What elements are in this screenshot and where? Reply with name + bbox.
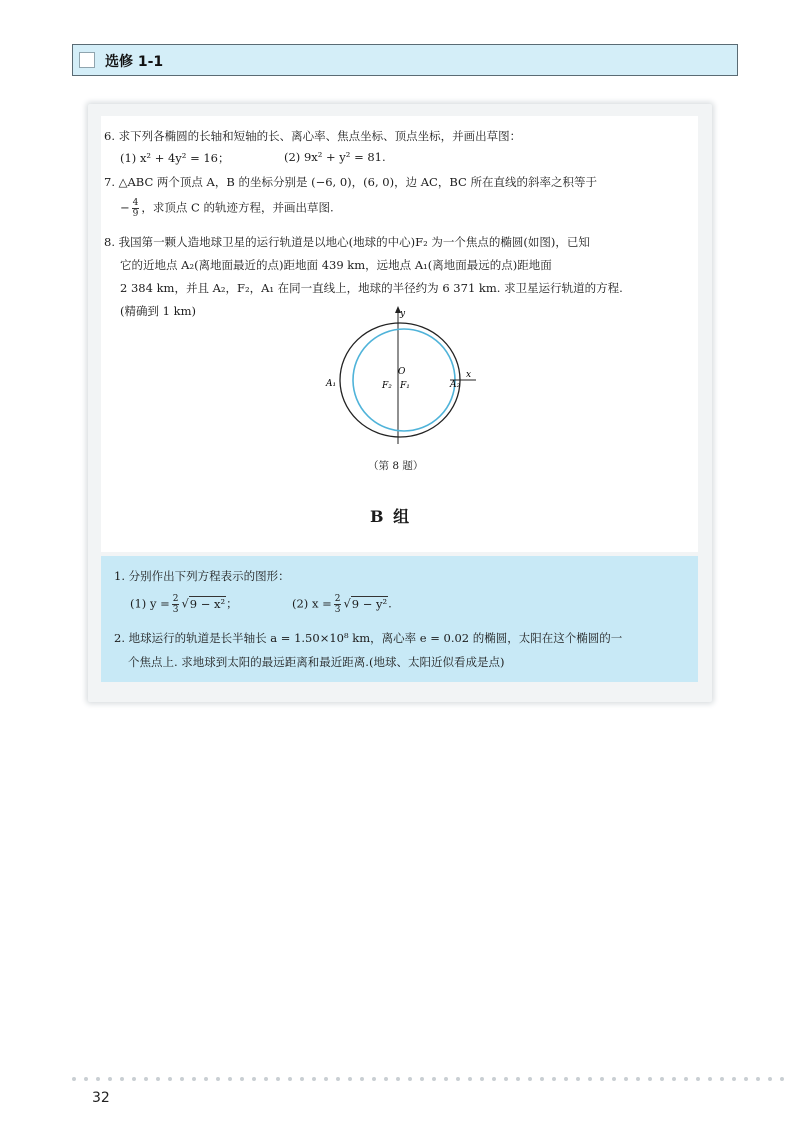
footer-dot: [516, 1077, 520, 1081]
group-b-p1-sub1-prefix: (1) y =: [130, 596, 170, 611]
footer-dot: [588, 1077, 592, 1081]
group-b-p1-sub1-frac-den: 3: [172, 605, 179, 615]
footer-dot: [180, 1077, 184, 1081]
footer-dotted-rule: [72, 1077, 800, 1083]
problem-7-minus: −: [120, 200, 130, 215]
group-b-p1-sub2-suffix: .: [388, 596, 392, 611]
footer-dot: [432, 1077, 436, 1081]
focus-f2-label: F₂: [382, 381, 392, 391]
footer-dot: [456, 1077, 460, 1081]
group-b-p1-sub1-suffix: ；: [226, 596, 238, 611]
footer-dot: [324, 1077, 328, 1081]
header-title: 选修 1-1: [105, 54, 164, 70]
group-b-p1-sub1: (1) y = $\frac{2}{3}$ √9 − x²；: [130, 594, 238, 615]
footer-dot: [720, 1077, 724, 1081]
footer-dot: [168, 1077, 172, 1081]
footer-dot: [600, 1077, 604, 1081]
group-b-p2-line1: 2. 地球运行的轨道是长半轴长 a = 1.50×10⁸ km，离心率 e = 0.02 的椭圆，太阳在这个椭圆的一: [114, 631, 623, 645]
group-b-p1-sub2-sqrt: 9 − y²: [351, 596, 388, 611]
footer-dot: [336, 1077, 340, 1081]
group-b-p2-line2: 个焦点上. 求地球到太阳的最远距离和最近距离.(地球、太阳近似看成是点): [128, 655, 505, 669]
problem-7-frac-den: 9: [132, 209, 139, 219]
footer-dot: [408, 1077, 412, 1081]
footer-dot: [540, 1077, 544, 1081]
problem-7-line1: 7. △ABC 两个顶点 A，B 的坐标分别是 (−6, 0)，(6, 0)，边 AC，BC 所在直线的斜率之积等于: [104, 175, 597, 189]
footer-dot: [624, 1077, 628, 1081]
footer-dot: [348, 1077, 352, 1081]
footer-dot: [528, 1077, 532, 1081]
footer-dot: [780, 1077, 784, 1081]
satellite-orbit: [340, 323, 460, 437]
problem-7-line2-wrap: [120, 198, 334, 219]
footer-dot: [732, 1077, 736, 1081]
footer-dot: [204, 1077, 208, 1081]
footer-dot: [684, 1077, 688, 1081]
footer-dot: [708, 1077, 712, 1081]
footer-dot: [492, 1077, 496, 1081]
footer-dot: [396, 1077, 400, 1081]
footer-dot: [672, 1077, 676, 1081]
footer-dot: [696, 1077, 700, 1081]
problem-6-sub1: (1) x² + 4y² = 16；: [120, 151, 230, 165]
header-bar: [72, 44, 738, 76]
footer-dot: [228, 1077, 232, 1081]
footer-dot: [156, 1077, 160, 1081]
group-b-p1-sub2: (2) x = $\frac{2}{3}$ √9 − y².: [292, 594, 392, 615]
group-b-p1-sub2-frac-den: 3: [334, 605, 341, 615]
footer-dot: [444, 1077, 448, 1081]
footer-dot: [744, 1077, 748, 1081]
footer-dot: [564, 1077, 568, 1081]
group-b-p1-sub2-fraction: [334, 594, 342, 615]
footer-dot: [360, 1077, 364, 1081]
problem-8-line3: 2 384 km，并且 A₂，F₂，A₁ 在同一直线上，地球的半径约为 6 371 km. 求卫星运行轨道的方程.: [120, 281, 623, 295]
x-axis-label: x: [466, 370, 472, 380]
footer-dot: [756, 1077, 760, 1081]
footer-dot: [576, 1077, 580, 1081]
problem-8-line2: 它的近地点 A₂(离地面最近的点)距地面 439 km，远地点 A₁(离地面最远的点)距地面: [120, 258, 552, 272]
problem-7-line2: ，求顶点 C 的轨迹方程，并画出草图.: [141, 200, 334, 215]
group-b-p1-sub1-fraction: [172, 594, 180, 615]
footer-dot: [768, 1077, 772, 1081]
footer-dot: [216, 1077, 220, 1081]
orbit-figure: [320, 304, 480, 452]
footer-dot: [132, 1077, 136, 1081]
footer-dot: [252, 1077, 256, 1081]
vertex-a2-label: A₂: [450, 380, 461, 390]
page-number: 32: [92, 1090, 110, 1106]
group-b-p1-sub2-frac-num: 2: [334, 594, 341, 604]
footer-dot: [300, 1077, 304, 1081]
group-b-title: B 组: [370, 507, 412, 526]
footer-dot: [108, 1077, 112, 1081]
footer-dot: [480, 1077, 484, 1081]
footer-dot: [72, 1077, 76, 1081]
group-b-p1-sub1-sqrt: 9 − x²: [189, 596, 226, 611]
problem-6-line1: 6. 求下列各椭圆的长轴和短轴的长、离心率、焦点坐标、顶点坐标，并画出草图：: [104, 129, 522, 143]
footer-dot: [120, 1077, 124, 1081]
footer-dot: [552, 1077, 556, 1081]
group-b-p1-sub2-prefix: (2) x =: [292, 596, 332, 611]
footer-dot: [384, 1077, 388, 1081]
problem-6-sub2: (2) 9x² + y² = 81.: [284, 150, 386, 164]
footer-dot: [276, 1077, 280, 1081]
problem-7-fraction: [132, 198, 140, 219]
group-b-p1-sub1-frac-num: 2: [172, 594, 179, 604]
figure-caption: （第 8 题）: [368, 460, 424, 472]
footer-dot: [648, 1077, 652, 1081]
footer-dot: [636, 1077, 640, 1081]
footer-dot: [420, 1077, 424, 1081]
group-b-p1-line: 1. 分别作出下列方程表示的图形：: [114, 569, 290, 583]
footer-dot: [288, 1077, 292, 1081]
vertex-a1-label: A₁: [326, 379, 337, 389]
footer-dot: [192, 1077, 196, 1081]
footer-dot: [372, 1077, 376, 1081]
footer-dot: [240, 1077, 244, 1081]
origin-label: O: [398, 367, 406, 377]
footer-dot: [468, 1077, 472, 1081]
footer-dot: [144, 1077, 148, 1081]
footer-dot: [264, 1077, 268, 1081]
header-square-icon: [79, 52, 95, 68]
earth-circle: [353, 329, 455, 431]
problem-7-frac-num: 4: [132, 198, 139, 208]
focus-f1-label: F₁: [400, 381, 410, 391]
y-axis-label: y: [400, 309, 406, 319]
problem-8-line4: (精确到 1 km): [120, 304, 196, 318]
footer-dot: [312, 1077, 316, 1081]
footer-dot: [612, 1077, 616, 1081]
problem-8-line1: 8. 我国第一颗人造地球卫星的运行轨道是以地心(地球的中心)F₂ 为一个焦点的椭圆(如图)，已知: [104, 235, 590, 249]
footer-dot: [96, 1077, 100, 1081]
footer-dot: [84, 1077, 88, 1081]
footer-dot: [660, 1077, 664, 1081]
footer-dot: [504, 1077, 508, 1081]
